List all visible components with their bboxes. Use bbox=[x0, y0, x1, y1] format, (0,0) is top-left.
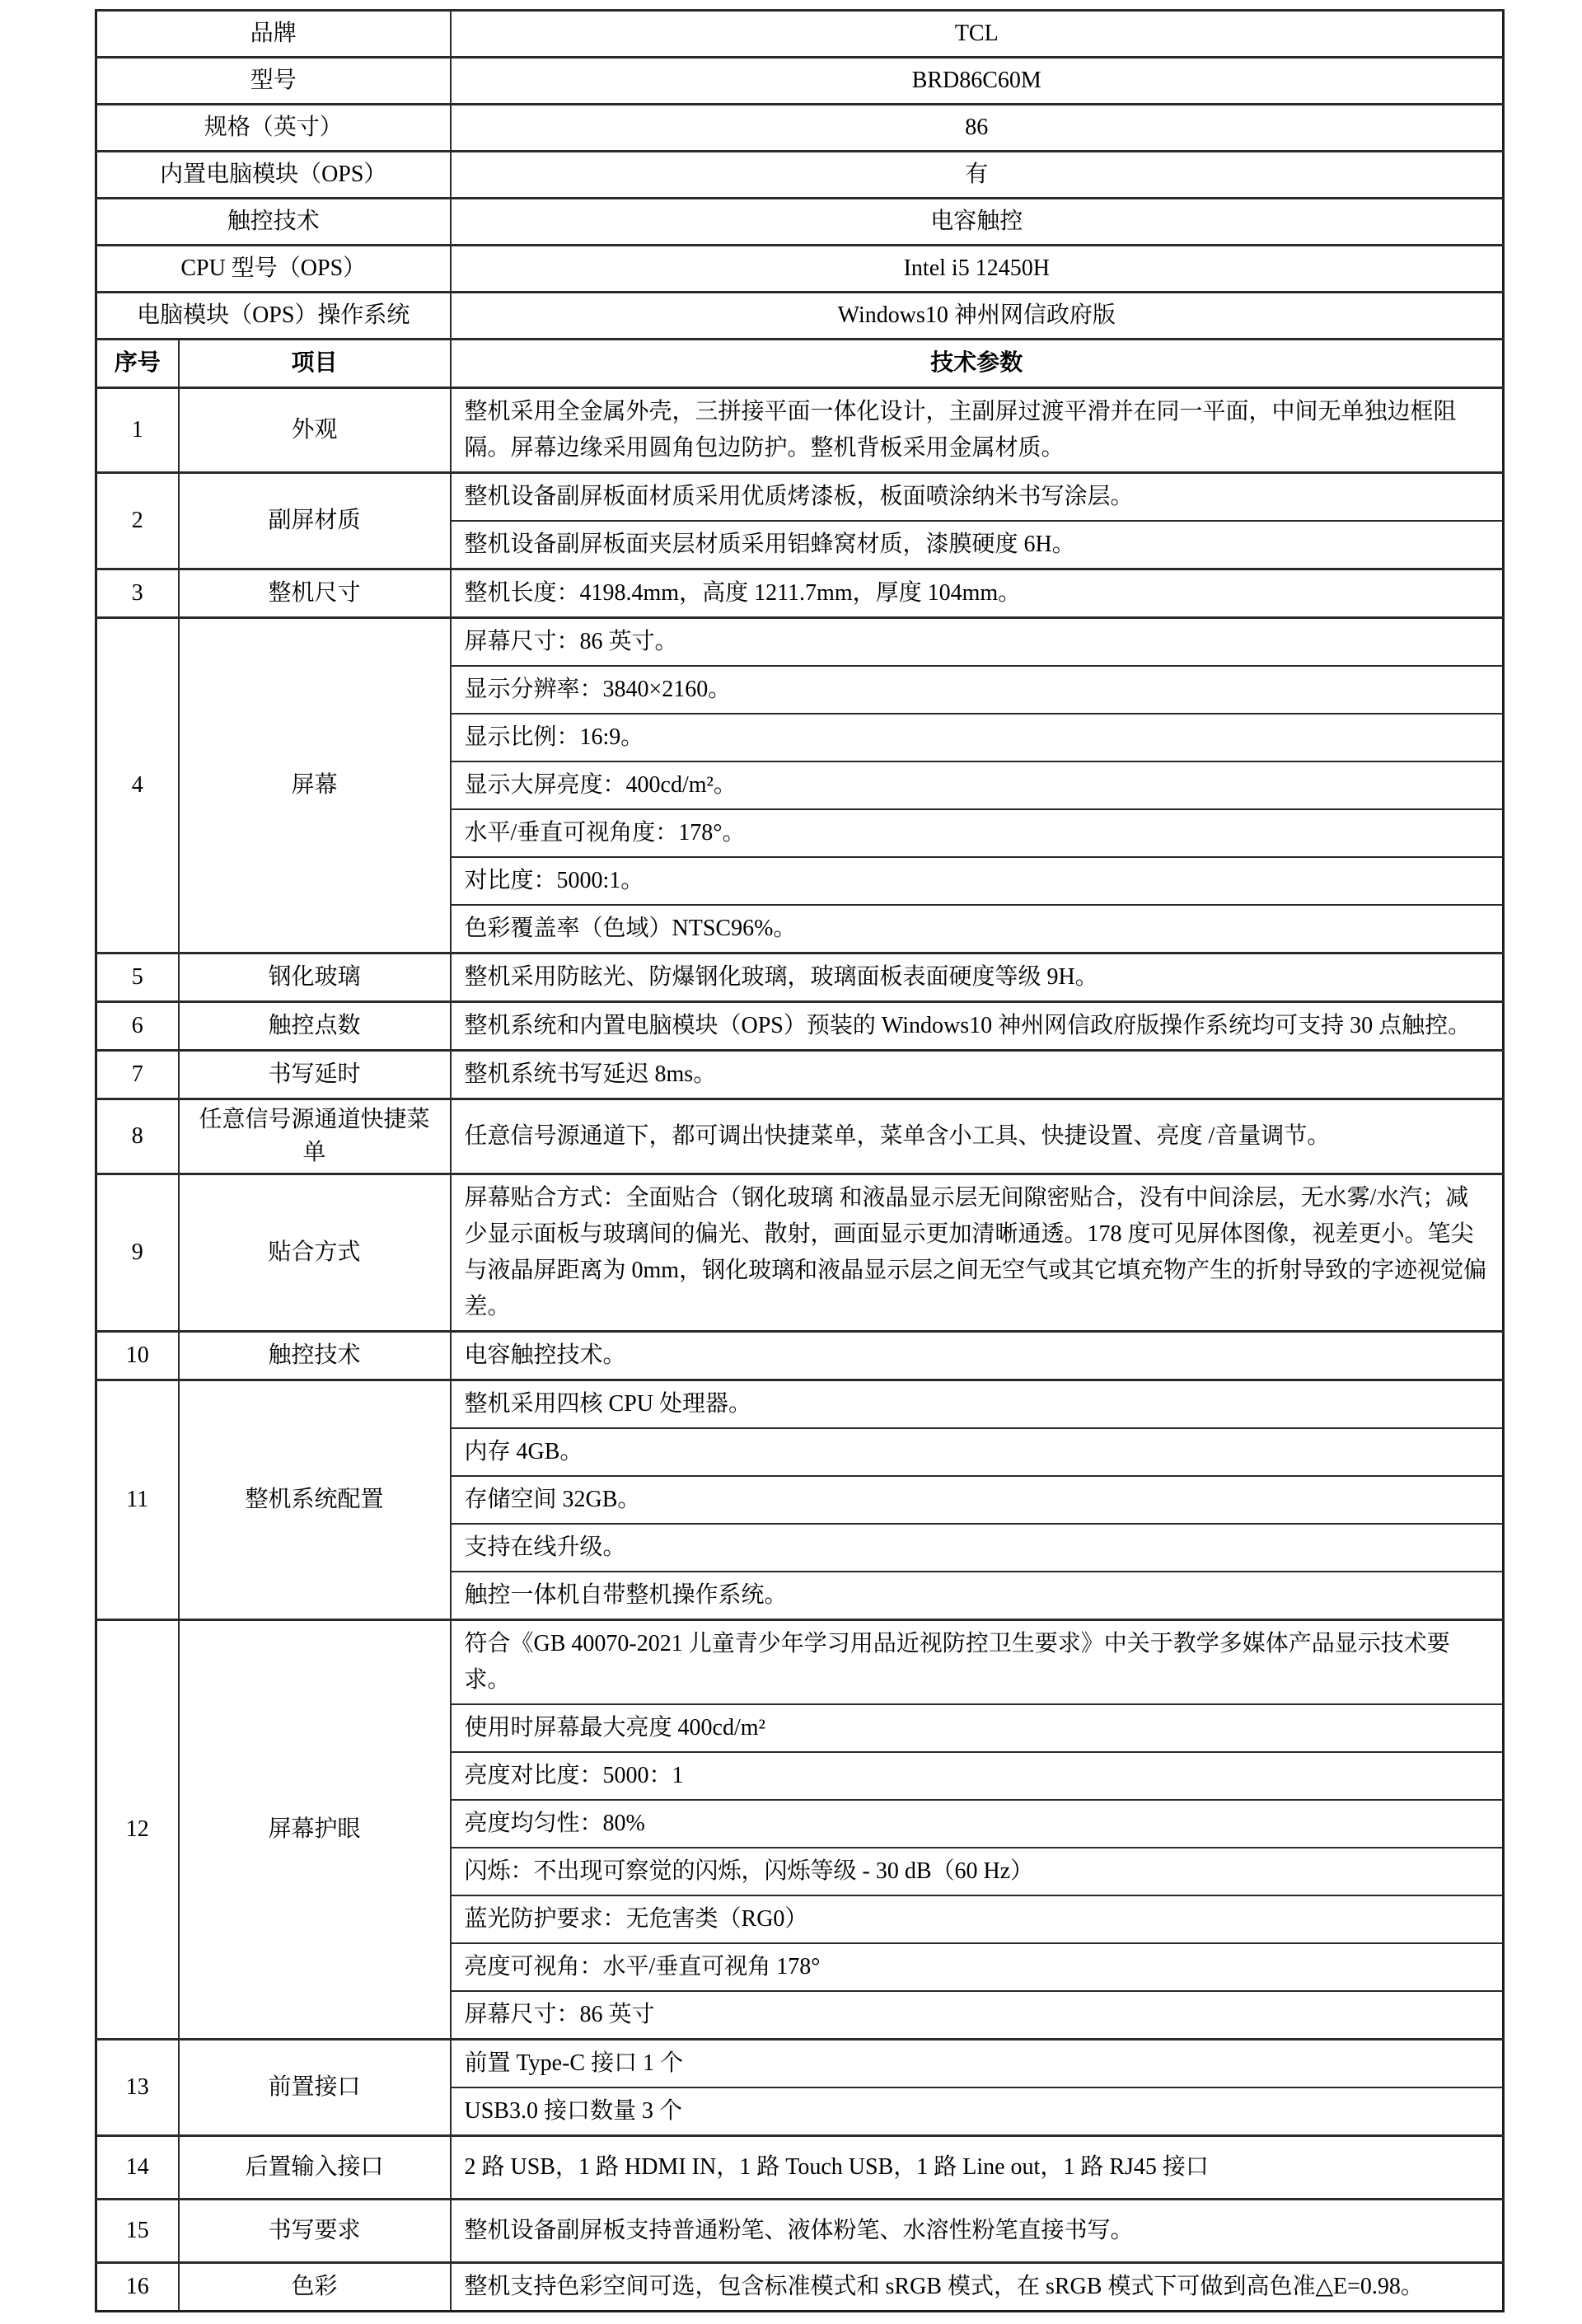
spec-item: 色彩 bbox=[179, 2263, 451, 2312]
spec-no: 9 bbox=[96, 1174, 179, 1332]
spec-param: 显示比例：16:9。 bbox=[451, 714, 1504, 761]
spec-item: 触控技术 bbox=[179, 1332, 451, 1380]
spec-param: 整机系统书写延迟 8ms。 bbox=[451, 1051, 1504, 1099]
spec-item: 触控点数 bbox=[179, 1002, 451, 1051]
product-spec-table bbox=[95, 9, 1505, 2312]
info-value-size: 86 bbox=[451, 105, 1504, 152]
table-row-brand bbox=[96, 11, 1504, 58]
spec-row-8 bbox=[96, 1099, 1504, 1174]
spec-param: 2 路 USB，1 路 HDMI IN，1 路 Touch USB，1 路 Line out，1 路 RJ45 接口 bbox=[451, 2136, 1504, 2200]
spec-param: 蓝光防护要求：无危害类（RG0） bbox=[451, 1895, 1504, 1943]
info-value-os: Windows10 神州网信政府版 bbox=[451, 293, 1504, 340]
info-label-touch-tech: 触控技术 bbox=[96, 199, 451, 246]
info-label-size: 规格（英寸） bbox=[96, 105, 451, 152]
spec-param: 显示分辨率：3840×2160。 bbox=[451, 666, 1504, 714]
spec-row-9 bbox=[96, 1174, 1504, 1332]
spec-param: 电容触控技术。 bbox=[451, 1332, 1504, 1380]
info-value-cpu: Intel i5 12450H bbox=[451, 246, 1504, 293]
table-row-ops-module bbox=[96, 152, 1504, 199]
spec-row-14 bbox=[96, 2136, 1504, 2200]
column-header-item: 项目 bbox=[179, 340, 451, 388]
spec-item: 整机系统配置 bbox=[179, 1380, 451, 1620]
spec-no: 14 bbox=[96, 2136, 179, 2200]
table-row-cpu bbox=[96, 246, 1504, 293]
table-row-model bbox=[96, 58, 1504, 105]
spec-item: 钢化玻璃 bbox=[179, 953, 451, 1002]
spec-param: 亮度可视角：水平/垂直可视角 178° bbox=[451, 1943, 1504, 1991]
info-label-ops-module: 内置电脑模块（OPS） bbox=[96, 152, 451, 199]
spec-param: 对比度：5000:1。 bbox=[451, 857, 1504, 905]
spec-row-4 bbox=[96, 618, 1504, 667]
spec-param: 屏幕尺寸：86 英寸 bbox=[451, 1991, 1504, 2040]
spec-param: 存储空间 32GB。 bbox=[451, 1476, 1504, 1524]
table-row-size bbox=[96, 105, 1504, 152]
spec-param: 显示大屏亮度：400cd/m²。 bbox=[451, 761, 1504, 809]
spec-param: 闪烁：不出现可察觉的闪烁，闪烁等级 - 30 dB（60 Hz） bbox=[451, 1848, 1504, 1895]
spec-row-15 bbox=[96, 2200, 1504, 2263]
spec-row-1 bbox=[96, 388, 1504, 473]
spec-no: 8 bbox=[96, 1099, 179, 1174]
spec-item: 后置输入接口 bbox=[179, 2136, 451, 2200]
spec-no: 15 bbox=[96, 2200, 179, 2263]
info-label-cpu: CPU 型号（OPS） bbox=[96, 246, 451, 293]
spec-param: 亮度对比度：5000：1 bbox=[451, 1752, 1504, 1800]
spec-param: 亮度均匀性：80% bbox=[451, 1800, 1504, 1848]
spec-param: 整机设备副屏板面夹层材质采用铝蜂窝材质，漆膜硬度 6H。 bbox=[451, 521, 1504, 569]
spec-item: 贴合方式 bbox=[179, 1174, 451, 1332]
spec-item: 前置接口 bbox=[179, 2040, 451, 2136]
spec-no: 13 bbox=[96, 2040, 179, 2136]
spec-no: 7 bbox=[96, 1051, 179, 1099]
spec-param: 前置 Type-C 接口 1 个 bbox=[451, 2040, 1504, 2088]
table-header-row bbox=[96, 340, 1504, 388]
info-value-touch-tech: 电容触控 bbox=[451, 199, 1504, 246]
spec-param: 整机系统和内置电脑模块（OPS）预装的 Windows10 神州网信政府版操作系统均可支持 30 点触控。 bbox=[451, 1002, 1504, 1051]
spec-no: 4 bbox=[96, 618, 179, 953]
info-value-ops-module: 有 bbox=[451, 152, 1504, 199]
spec-param: 任意信号源通道下，都可调出快捷菜单，菜单含小工具、快捷设置、亮度 /音量调节。 bbox=[451, 1099, 1504, 1174]
spec-row-2 bbox=[96, 473, 1504, 522]
spec-param: 整机采用全金属外壳，三拼接平面一体化设计，主副屏过渡平滑并在同一平面，中间无单独边框阻隔。屏幕边缘采用圆角包边防护。整机背板采用金属材质。 bbox=[451, 388, 1504, 473]
spec-param: 整机设备副屏板支持普通粉笔、液体粉笔、水溶性粉笔直接书写。 bbox=[451, 2200, 1504, 2263]
spec-param: 整机采用防眩光、防爆钢化玻璃，玻璃面板表面硬度等级 9H。 bbox=[451, 953, 1504, 1002]
spec-row-5 bbox=[96, 953, 1504, 1002]
info-label-os: 电脑模块（OPS）操作系统 bbox=[96, 293, 451, 340]
spec-no: 10 bbox=[96, 1332, 179, 1380]
spec-param: 水平/垂直可视角度：178°。 bbox=[451, 809, 1504, 857]
spec-no: 1 bbox=[96, 388, 179, 473]
spec-param: 屏幕尺寸：86 英寸。 bbox=[451, 618, 1504, 667]
spec-row-12 bbox=[96, 1620, 1504, 1705]
spec-param: 整机设备副屏板面材质采用优质烤漆板，板面喷涂纳米书写涂层。 bbox=[451, 473, 1504, 522]
spec-param: 整机长度：4198.4mm，高度 1211.7mm，厚度 104mm。 bbox=[451, 569, 1504, 618]
spec-no: 16 bbox=[96, 2263, 179, 2312]
spec-row-3 bbox=[96, 569, 1504, 618]
spec-param: 屏幕贴合方式：全面贴合（钢化玻璃 和液晶显示层无间隙密贴合，没有中间涂层，无水雾/水汽；减少显示面板与玻璃间的偏光、散射，画面显示更加清晰通透。178 度可见屏体图像，视差更小。笔尖与液晶屏距离为 0mm，钢化玻璃和液晶显示层之间无空气或其它填充物产生的折射导致的字迹视觉偏差。 bbox=[451, 1174, 1504, 1332]
spec-item: 任意信号源通道快捷菜单 bbox=[179, 1099, 451, 1174]
spec-item: 屏幕 bbox=[179, 618, 451, 953]
spec-param: 符合《GB 40070-2021 儿童青少年学习用品近视防控卫生要求》中关于教学多媒体产品显示技术要求。 bbox=[451, 1620, 1504, 1705]
spec-param: USB3.0 接口数量 3 个 bbox=[451, 2087, 1504, 2136]
table-row-os bbox=[96, 293, 1504, 340]
spec-row-13 bbox=[96, 2040, 1504, 2088]
spec-param: 内存 4GB。 bbox=[451, 1428, 1504, 1476]
info-value-model: BRD86C60M bbox=[451, 58, 1504, 105]
table-row-touch-tech bbox=[96, 199, 1504, 246]
column-header-no: 序号 bbox=[96, 340, 179, 388]
spec-row-6 bbox=[96, 1002, 1504, 1051]
spec-row-11 bbox=[96, 1380, 1504, 1429]
spec-no: 3 bbox=[96, 569, 179, 618]
info-label-brand: 品牌 bbox=[96, 11, 451, 58]
spec-no: 11 bbox=[96, 1380, 179, 1620]
spec-param: 整机采用四核 CPU 处理器。 bbox=[451, 1380, 1504, 1429]
spec-param: 使用时屏幕最大亮度 400cd/m² bbox=[451, 1704, 1504, 1752]
spec-item: 外观 bbox=[179, 388, 451, 473]
info-label-model: 型号 bbox=[96, 58, 451, 105]
column-header-params: 技术参数 bbox=[451, 340, 1504, 388]
spec-row-7 bbox=[96, 1051, 1504, 1099]
spec-item: 屏幕护眼 bbox=[179, 1620, 451, 2040]
spec-no: 12 bbox=[96, 1620, 179, 2040]
spec-item: 副屏材质 bbox=[179, 473, 451, 569]
spec-no: 6 bbox=[96, 1002, 179, 1051]
spec-item: 书写延时 bbox=[179, 1051, 451, 1099]
spec-no: 5 bbox=[96, 953, 179, 1002]
spec-item: 整机尺寸 bbox=[179, 569, 451, 618]
spec-param: 支持在线升级。 bbox=[451, 1524, 1504, 1572]
spec-item: 书写要求 bbox=[179, 2200, 451, 2263]
spec-param: 整机支持色彩空间可选，包含标准模式和 sRGB 模式，在 sRGB 模式下可做到高色准△E=0.98。 bbox=[451, 2263, 1504, 2312]
spec-param: 色彩覆盖率（色域）NTSC96%。 bbox=[451, 905, 1504, 953]
spec-row-10 bbox=[96, 1332, 1504, 1380]
spec-param: 触控一体机自带整机操作系统。 bbox=[451, 1572, 1504, 1620]
spec-no: 2 bbox=[96, 473, 179, 569]
spec-row-16 bbox=[96, 2263, 1504, 2312]
info-value-brand: TCL bbox=[451, 11, 1504, 58]
